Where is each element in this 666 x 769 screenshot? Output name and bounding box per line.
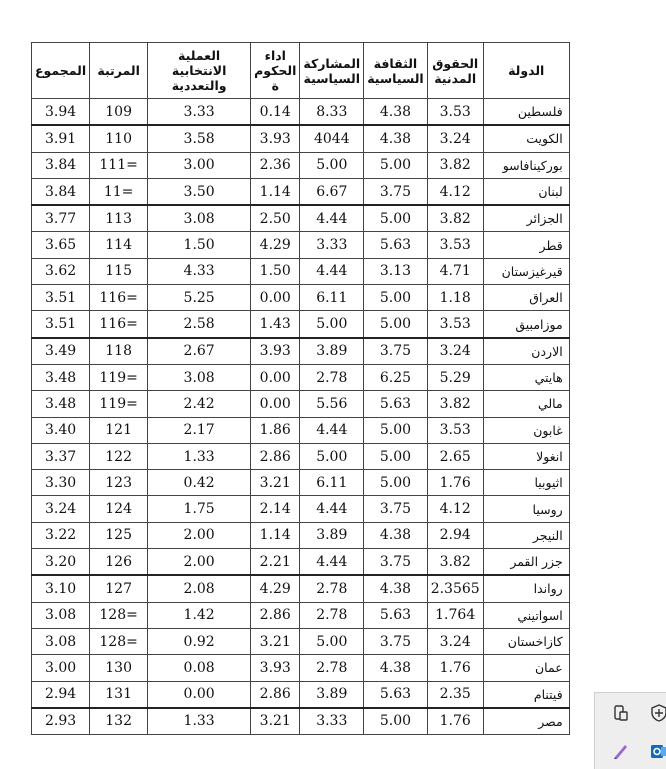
cell-total: 3.37 xyxy=(32,443,90,469)
cell-government-performance: 0.00 xyxy=(251,391,300,417)
table-row xyxy=(32,364,570,390)
cell-total: 3.20 xyxy=(32,549,90,576)
table-row xyxy=(32,232,570,258)
cell-civil-rights: 2.3565 xyxy=(427,575,483,602)
cell-political-culture: 4.38 xyxy=(364,125,427,152)
cell-government-performance: 0.00 xyxy=(251,285,300,311)
cell-political-culture: 4.38 xyxy=(364,655,427,681)
cell-political-participation: 4.44 xyxy=(300,417,364,443)
cell-political-participation: 5.00 xyxy=(300,152,364,178)
cell-total: 3.48 xyxy=(32,364,90,390)
table-row xyxy=(32,99,570,126)
cell-country: النيجر xyxy=(483,522,569,548)
cell-rank: 124 xyxy=(90,496,148,522)
cell-civil-rights: 3.53 xyxy=(427,417,483,443)
cell-political-participation: 3.89 xyxy=(300,681,364,708)
cell-political-participation: 3.89 xyxy=(300,338,364,365)
table-row xyxy=(32,708,570,735)
cell-country: قطر xyxy=(483,232,569,258)
table-row xyxy=(32,681,570,708)
table-header-row xyxy=(32,43,570,99)
cell-total: 3.00 xyxy=(32,655,90,681)
cell-rank: 116= xyxy=(90,311,148,338)
cell-electoral-process: 0.42 xyxy=(148,470,251,496)
header-country: الدولة xyxy=(483,43,569,99)
cell-electoral-process: 1.33 xyxy=(148,443,251,469)
cell-rank: 128= xyxy=(90,628,148,654)
header-civil-rights: الحقوق المدنية xyxy=(427,43,483,99)
cell-electoral-process: 3.08 xyxy=(148,205,251,232)
cell-government-performance: 2.50 xyxy=(251,205,300,232)
cell-electoral-process: 1.42 xyxy=(148,602,251,628)
outlook-icon[interactable] xyxy=(647,741,666,765)
cell-rank: 131 xyxy=(90,681,148,708)
cell-political-culture: 5.63 xyxy=(364,391,427,417)
cell-rank: 114 xyxy=(90,232,148,258)
cell-political-participation: 2.78 xyxy=(300,364,364,390)
cell-political-culture: 3.75 xyxy=(364,496,427,522)
cell-rank: 125 xyxy=(90,522,148,548)
table-row xyxy=(32,391,570,417)
cell-electoral-process: 0.08 xyxy=(148,655,251,681)
cell-civil-rights: 3.24 xyxy=(427,125,483,152)
cell-electoral-process: 3.08 xyxy=(148,364,251,390)
cell-country: غابون xyxy=(483,417,569,443)
cell-political-participation: 4.44 xyxy=(300,258,364,284)
cell-total: 3.51 xyxy=(32,285,90,311)
cell-electoral-process: 5.25 xyxy=(148,285,251,311)
header-government-performance: اداء الحكوم ة xyxy=(251,43,300,99)
cell-political-participation: 3.33 xyxy=(300,708,364,735)
cell-political-participation: 2.78 xyxy=(300,655,364,681)
table-row xyxy=(32,496,570,522)
cell-political-culture: 5.00 xyxy=(364,470,427,496)
cell-rank: 11= xyxy=(90,178,148,205)
cell-total: 3.51 xyxy=(32,311,90,338)
cell-rank: 130 xyxy=(90,655,148,681)
cell-rank: 123 xyxy=(90,470,148,496)
cell-rank: 119= xyxy=(90,364,148,390)
cell-country: لبنان xyxy=(483,178,569,205)
shield-icon[interactable] xyxy=(647,703,666,727)
cell-civil-rights: 4.12 xyxy=(427,178,483,205)
cell-civil-rights: 3.82 xyxy=(427,152,483,178)
cell-electoral-process: 2.08 xyxy=(148,575,251,602)
cell-political-culture: 5.63 xyxy=(364,602,427,628)
cell-government-performance: 1.50 xyxy=(251,258,300,284)
header-rank: المرتبة xyxy=(90,43,148,99)
cell-political-participation: 5.56 xyxy=(300,391,364,417)
cell-rank: 127 xyxy=(90,575,148,602)
cell-government-performance: 3.21 xyxy=(251,628,300,654)
cell-government-performance: 0.14 xyxy=(251,99,300,126)
cell-political-culture: 5.00 xyxy=(364,205,427,232)
cell-rank: 132 xyxy=(90,708,148,735)
cell-country: مصر xyxy=(483,708,569,735)
cell-civil-rights: 1.764 xyxy=(427,602,483,628)
cell-rank: 113 xyxy=(90,205,148,232)
cell-electoral-process: 3.50 xyxy=(148,178,251,205)
cell-government-performance: 3.93 xyxy=(251,125,300,152)
header-electoral-process: العملية الانتخابية والتعددية xyxy=(148,43,251,99)
cell-total: 3.84 xyxy=(32,152,90,178)
cell-country: هايتي xyxy=(483,364,569,390)
table-row xyxy=(32,602,570,628)
cell-civil-rights: 1.76 xyxy=(427,708,483,735)
cell-country: بوركينافاسو xyxy=(483,152,569,178)
cell-rank: 109 xyxy=(90,99,148,126)
cell-electoral-process: 2.67 xyxy=(148,338,251,365)
cell-country: اثيوبيا xyxy=(483,470,569,496)
cell-civil-rights: 1.76 xyxy=(427,470,483,496)
cell-political-culture: 5.00 xyxy=(364,443,427,469)
cell-rank: 111= xyxy=(90,152,148,178)
cell-rank: 122 xyxy=(90,443,148,469)
cell-political-culture: 5.63 xyxy=(364,232,427,258)
cell-rank: 121 xyxy=(90,417,148,443)
cell-country: كازاخستان xyxy=(483,628,569,654)
table-row xyxy=(32,258,570,284)
cell-political-culture: 5.00 xyxy=(364,311,427,338)
cell-government-performance: 3.93 xyxy=(251,338,300,365)
cell-political-culture: 3.75 xyxy=(364,178,427,205)
cell-electoral-process: 3.00 xyxy=(148,152,251,178)
cell-total: 3.08 xyxy=(32,602,90,628)
cell-country: روسيا xyxy=(483,496,569,522)
cell-political-culture: 4.38 xyxy=(364,99,427,126)
table-row xyxy=(32,655,570,681)
cell-political-participation: 5.00 xyxy=(300,443,364,469)
cell-government-performance: 2.86 xyxy=(251,681,300,708)
cell-political-participation: 6.11 xyxy=(300,470,364,496)
cell-total: 3.22 xyxy=(32,522,90,548)
cell-electoral-process: 1.75 xyxy=(148,496,251,522)
cell-political-participation: 6.67 xyxy=(300,178,364,205)
cell-total: 3.08 xyxy=(32,628,90,654)
cell-electoral-process: 4.33 xyxy=(148,258,251,284)
cell-political-culture: 4.38 xyxy=(364,575,427,602)
cell-rank: 119= xyxy=(90,391,148,417)
header-total: المجموع xyxy=(32,43,90,99)
cell-civil-rights: 3.24 xyxy=(427,628,483,654)
cell-government-performance: 3.93 xyxy=(251,655,300,681)
cell-political-culture: 3.75 xyxy=(364,628,427,654)
cell-total: 2.94 xyxy=(32,681,90,708)
table-row xyxy=(32,575,570,602)
cell-political-participation: 4.44 xyxy=(300,205,364,232)
cell-country: مالي xyxy=(483,391,569,417)
cell-electoral-process: 1.33 xyxy=(148,708,251,735)
cell-government-performance: 2.21 xyxy=(251,549,300,576)
cell-country: موزامبيق xyxy=(483,311,569,338)
cell-government-performance: 3.21 xyxy=(251,708,300,735)
cell-government-performance: 1.14 xyxy=(251,178,300,205)
cell-political-culture: 5.63 xyxy=(364,681,427,708)
cell-political-culture: 5.00 xyxy=(364,417,427,443)
cell-rank: 115 xyxy=(90,258,148,284)
cell-country: قيرغيزستان xyxy=(483,258,569,284)
cell-rank: 118 xyxy=(90,338,148,365)
table-row xyxy=(32,628,570,654)
democracy-index-table xyxy=(31,42,570,735)
taskbar-tray xyxy=(594,692,666,769)
cell-political-participation: 4.44 xyxy=(300,496,364,522)
cell-political-culture: 3.13 xyxy=(364,258,427,284)
cell-government-performance: 2.14 xyxy=(251,496,300,522)
table-row xyxy=(32,549,570,576)
cell-electoral-process: 2.00 xyxy=(148,549,251,576)
cell-political-participation: 8.33 xyxy=(300,99,364,126)
cell-political-culture: 5.00 xyxy=(364,152,427,178)
cell-country: العراق xyxy=(483,285,569,311)
cell-total: 3.94 xyxy=(32,99,90,126)
cell-civil-rights: 5.29 xyxy=(427,364,483,390)
cell-government-performance: 0.00 xyxy=(251,364,300,390)
cell-electoral-process: 2.42 xyxy=(148,391,251,417)
cell-total: 3.40 xyxy=(32,417,90,443)
cell-civil-rights: 4.12 xyxy=(427,496,483,522)
cell-government-performance: 1.43 xyxy=(251,311,300,338)
cell-political-culture: 5.00 xyxy=(364,708,427,735)
header-political-culture: الثقافة السياسية xyxy=(364,43,427,99)
cell-country: الجزائر xyxy=(483,205,569,232)
cell-civil-rights: 2.94 xyxy=(427,522,483,548)
table-row xyxy=(32,178,570,205)
cell-civil-rights: 2.35 xyxy=(427,681,483,708)
cell-total: 3.91 xyxy=(32,125,90,152)
cell-total: 3.62 xyxy=(32,258,90,284)
table-row xyxy=(32,205,570,232)
cell-electoral-process: 1.50 xyxy=(148,232,251,258)
cell-country: اسواتيني xyxy=(483,602,569,628)
cell-country: فيتنام xyxy=(483,681,569,708)
cell-political-participation: 2.78 xyxy=(300,602,364,628)
cell-country: رواندا xyxy=(483,575,569,602)
cell-total: 3.30 xyxy=(32,470,90,496)
cell-total: 3.77 xyxy=(32,205,90,232)
cell-civil-rights: 1.76 xyxy=(427,655,483,681)
cell-electoral-process: 3.33 xyxy=(148,99,251,126)
header-political-participation: المشاركة السياسية xyxy=(300,43,364,99)
cell-rank: 116= xyxy=(90,285,148,311)
table-row xyxy=(32,152,570,178)
cell-government-performance: 3.21 xyxy=(251,470,300,496)
cell-country: انغولا xyxy=(483,443,569,469)
cell-country: فلسطين xyxy=(483,99,569,126)
cell-civil-rights: 3.82 xyxy=(427,549,483,576)
table-row xyxy=(32,443,570,469)
cell-civil-rights: 3.82 xyxy=(427,391,483,417)
cell-civil-rights: 4.71 xyxy=(427,258,483,284)
cell-civil-rights: 3.53 xyxy=(427,232,483,258)
cell-civil-rights: 1.18 xyxy=(427,285,483,311)
cell-political-participation: 4044 xyxy=(300,125,364,152)
cell-civil-rights: 3.82 xyxy=(427,205,483,232)
table-row xyxy=(32,311,570,338)
cell-government-performance: 4.29 xyxy=(251,575,300,602)
cell-political-culture: 3.75 xyxy=(364,338,427,365)
cell-political-participation: 2.78 xyxy=(300,575,364,602)
cell-government-performance: 4.29 xyxy=(251,232,300,258)
cell-electoral-process: 0.92 xyxy=(148,628,251,654)
cell-political-participation: 5.00 xyxy=(300,628,364,654)
cell-electoral-process: 0.00 xyxy=(148,681,251,708)
cell-political-culture: 3.75 xyxy=(364,549,427,576)
cell-total: 3.84 xyxy=(32,178,90,205)
cell-political-culture: 5.00 xyxy=(364,285,427,311)
cell-country: الكويت xyxy=(483,125,569,152)
cell-government-performance: 2.86 xyxy=(251,602,300,628)
cell-political-participation: 3.89 xyxy=(300,522,364,548)
cell-rank: 126 xyxy=(90,549,148,576)
cell-civil-rights: 3.53 xyxy=(427,311,483,338)
table-row xyxy=(32,338,570,365)
cell-civil-rights: 3.24 xyxy=(427,338,483,365)
cell-total: 3.24 xyxy=(32,496,90,522)
table-row xyxy=(32,470,570,496)
table-row xyxy=(32,522,570,548)
cell-total: 3.10 xyxy=(32,575,90,602)
cell-political-participation: 6.11 xyxy=(300,285,364,311)
cell-civil-rights: 3.53 xyxy=(427,99,483,126)
cell-country: الاردن xyxy=(483,338,569,365)
cell-electoral-process: 2.17 xyxy=(148,417,251,443)
cell-total: 3.65 xyxy=(32,232,90,258)
cell-political-participation: 5.00 xyxy=(300,311,364,338)
cell-electoral-process: 2.00 xyxy=(148,522,251,548)
cell-civil-rights: 2.65 xyxy=(427,443,483,469)
cell-government-performance: 2.36 xyxy=(251,152,300,178)
cell-government-performance: 1.86 xyxy=(251,417,300,443)
cell-rank: 128= xyxy=(90,602,148,628)
cell-country: جزر القمر xyxy=(483,549,569,576)
cell-political-culture: 6.25 xyxy=(364,364,427,390)
cell-total: 3.49 xyxy=(32,338,90,365)
cell-political-participation: 4.44 xyxy=(300,549,364,576)
cell-political-culture: 4.38 xyxy=(364,522,427,548)
cell-country: عمان xyxy=(483,655,569,681)
cell-total: 3.48 xyxy=(32,391,90,417)
table-row xyxy=(32,285,570,311)
cell-political-participation: 3.33 xyxy=(300,232,364,258)
cell-government-performance: 1.14 xyxy=(251,522,300,548)
cell-government-performance: 2.86 xyxy=(251,443,300,469)
cell-total: 2.93 xyxy=(32,708,90,735)
cell-rank: 110 xyxy=(90,125,148,152)
cell-electoral-process: 3.58 xyxy=(148,125,251,152)
pen-icon[interactable] xyxy=(609,741,633,765)
table-row xyxy=(32,417,570,443)
phone-link-icon[interactable] xyxy=(609,703,633,727)
cell-electoral-process: 2.58 xyxy=(148,311,251,338)
table-row xyxy=(32,125,570,152)
